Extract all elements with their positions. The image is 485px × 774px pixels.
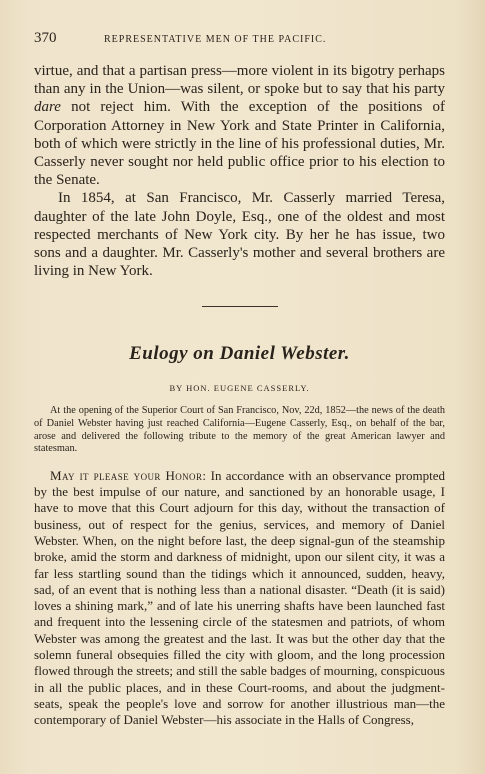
salutation: May it please your Honor: <box>50 467 207 483</box>
paragraph-marriage: In 1854, at San Francisco, Mr. Casserly married Teresa, daughter of the late John Doyle, Esq., one of the oldest and most respected merchants of New York city. By her he has issue, two sons and a daughter. Mr. Casserly's mother and several brothers are living in New York. <box>34 190 445 280</box>
byline: BY HON. EUGENE CASSERLY. <box>169 383 310 394</box>
italic-word: dare <box>34 99 61 116</box>
eulogy-address <box>34 468 445 729</box>
eulogy-intro <box>34 405 445 455</box>
page-header <box>34 30 445 54</box>
address-text: In accordance with an observance prompted by the best impulse of our nature, and sanctioned by an honorable usage, I have to move that this Court adjourn for this day, without the transaction of business, out of respect for the genius, services, and memory of Daniel Webster. When, on the night before last, the deep signal-gun of the steamship broke, amid the storm and darkness of midnight, upon our silent city, it was a far less startling sound than the tidings which it announced, sudden, heavy, sad, of an event that is nothing less than a national disaster. “Death (it is said) loves a shining mark,” and of late his unerring shafts have been launched fast and frequent into the lessening circle of the statesmen and patriots, of whom Webster was among the greatest and the last. It was but the other day that the solemn funeral obsequies filled the city with gloom, and the long procession flowed through the streets; and still the sable badges of mourning, conspicuous in all the public places, and in these Court-rooms, and about the judgment-seats, speak the people's love and sorrow for another illustrious man—the contemporary of Daniel Webster—his associate in the Halls of Congress, <box>34 467 445 728</box>
section-divider <box>202 306 278 307</box>
address-paragraph <box>34 468 445 729</box>
paragraph-continued: virtue, and that a partisan press—more violent in its bigotry perhaps than any in the Union—was silent, or spoke but to say that his party dare not reject him. With the exception of the positions of Corporation Attorney in New York and State Printer in California, both of which were strictly in the line of his professional duties, Mr. Casserly never sought nor held public office prior to his election to the Senate. <box>34 63 445 189</box>
page-number: 370 <box>34 30 57 46</box>
eulogy-title: Eulogy on Daniel Webster. <box>129 343 350 365</box>
running-title: REPRESENTATIVE MEN OF THE PACIFIC. <box>104 34 327 45</box>
intro-paragraph: At the opening of the Superior Court of San Francisco, Nov, 22d, 1852—the news of the death of Daniel Webster having just reached California—Eugene Casserly, Esq., on behalf of the bar, arose and delivered the following tribute to the memory of the great American lawyer and statesman. <box>34 405 445 455</box>
biography-text <box>34 62 445 280</box>
